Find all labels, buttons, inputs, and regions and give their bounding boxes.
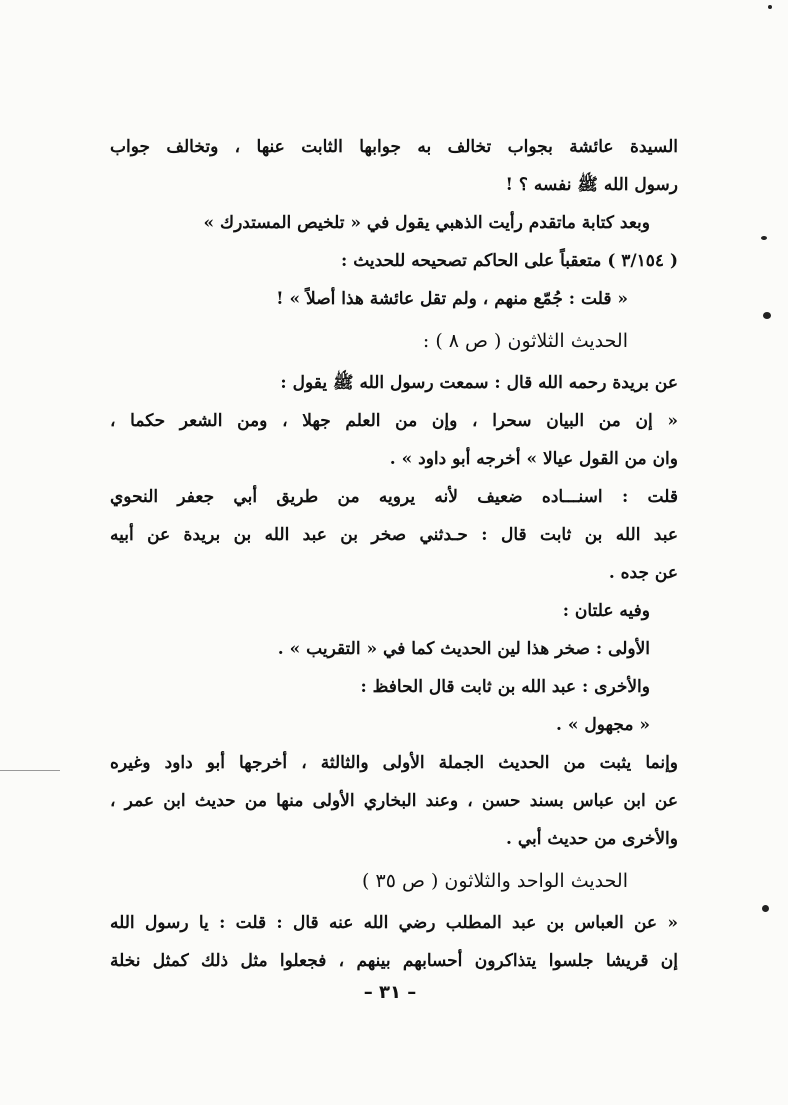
body-line: إن قريشا جلسوا يتذاكرون أحسابهم بينهم ، فجعلوا مثل ذلك كمثل نخلة — [110, 951, 678, 971]
body-line: والأخرى من حديث أبي . — [506, 829, 678, 849]
scan-speck — [768, 5, 772, 9]
body-line: ( ٣/١٥٤ ) متعقباً على الحاكم تصحيحه للحديث : — [341, 251, 678, 271]
body-line: عن بريدة رحمه الله قال : سمعت رسول الله ﷺ يقول : — [280, 373, 678, 393]
section-heading: الحديث الواحد والثلاثون ( ص ٣٥ ) — [362, 870, 628, 892]
body-line: السيدة عائشة بجواب تخالف به جوابها الثابت عنها ، وتخالف جواب — [110, 137, 678, 157]
body-line: رسول الله ﷺ نفسه ؟ ! — [505, 175, 678, 195]
body-line: الأولى : صخر هذا لين الحديث كما في « التقريب » . — [277, 639, 650, 659]
page-number: – ٣١ – — [363, 982, 417, 1003]
body-line: « عن العباس بن عبد المطلب رضي الله عنه قال : قلت : يا رسول الله — [110, 913, 678, 933]
body-line: عن جده . — [608, 563, 678, 583]
scan-speck — [763, 312, 771, 319]
body-line: وان من القول عيالا » أخرجه أبو داود » . — [389, 449, 678, 469]
section-heading: الحديث الثلاثون ( ص ٨ ) : — [422, 330, 628, 352]
scan-speck — [762, 905, 769, 912]
body-line: عن ابن عباس بسند حسن ، وعند البخاري الأولى منها من حديث ابن عمر ، — [110, 791, 678, 811]
body-line: « قلت : جُمّع منهم ، ولم تقل عائشة هذا أصلاً » ! — [276, 289, 628, 309]
body-line: وبعد كتابة ماتقدم رأيت الذهبي يقول في « تلخيص المستدرك » — [203, 213, 650, 233]
body-line: وإنما يثبت من الحديث الجملة الأولى والثالثة ، أخرجها أبو داود وغيره — [110, 753, 678, 773]
body-line: « مجهول » . — [556, 715, 650, 735]
body-line: قلت : اسنـــاده ضعيف لأنه يرويه من طريق أبي جعفر النحوي — [110, 487, 678, 507]
scan-speck — [761, 236, 767, 240]
body-line: وفيه علتان : — [562, 601, 650, 621]
document-body — [110, 128, 678, 980]
body-line: والأخرى : عبد الله بن ثابت قال الحافظ : — [360, 677, 650, 697]
body-line: « إن من البيان سحرا ، وإن من العلم جهلا ، ومن الشعر حكما ، — [110, 411, 678, 431]
scan-edge-mark — [0, 770, 60, 771]
body-line: عبد الله بن ثابت قال : حـدثني صخر بن عبد الله بن بريدة عن أبيه — [110, 525, 678, 545]
